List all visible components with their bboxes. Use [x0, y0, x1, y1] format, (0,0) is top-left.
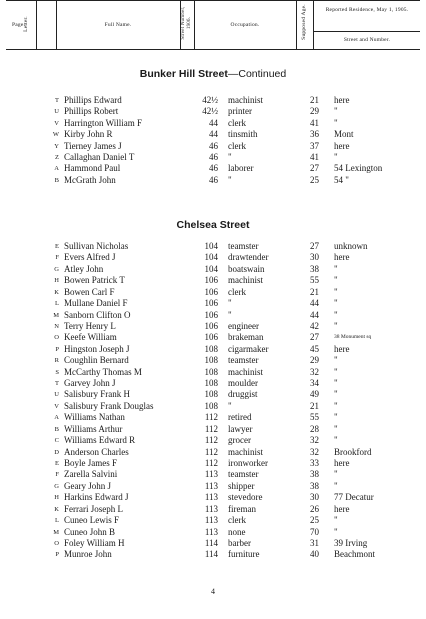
row-age: 28: [310, 423, 319, 434]
table-row: [0, 469, 426, 480]
row-name: Williams Arthur: [64, 423, 123, 434]
table-row: [0, 424, 426, 435]
row-residence: here: [334, 343, 350, 354]
row-street-number: 114: [204, 537, 218, 548]
row-street-number: 108: [204, 355, 218, 366]
row-occupation: drawtender: [228, 252, 269, 263]
table-row: [0, 152, 426, 163]
table-row: [0, 355, 426, 366]
column-header: [6, 0, 420, 50]
table-row: [0, 287, 426, 298]
row-name: Phillips Robert: [64, 106, 119, 117]
row-residence: ": [334, 412, 338, 423]
row-residence: ": [334, 275, 338, 286]
row-street-number: 106: [204, 332, 218, 343]
table-row: [0, 412, 426, 423]
row-age: 31: [310, 537, 319, 548]
row-occupation: ": [228, 400, 232, 411]
row-residence: Brookford: [334, 446, 372, 457]
row-letter: O: [54, 334, 59, 342]
row-letter: M: [53, 528, 59, 536]
row-name: Evers Alfred J: [64, 252, 116, 263]
row-name: Salisbury Frank H: [64, 389, 130, 400]
row-age: 27: [310, 241, 319, 251]
row-age: 44: [310, 309, 319, 320]
row-age: 29: [310, 106, 319, 117]
row-age: 25: [310, 174, 319, 185]
row-age: 21: [310, 95, 319, 105]
row-occupation: ": [228, 152, 232, 162]
row-residence: 38 Monument sq: [334, 334, 372, 341]
header-street-and-number: Street and Number.: [343, 37, 391, 43]
row-occupation: none: [228, 526, 246, 537]
row-street-number: 113: [204, 492, 218, 503]
row-age: 27: [310, 163, 319, 174]
table-row: [0, 458, 426, 469]
section-heading: [0, 68, 426, 80]
row-letter: Z: [55, 154, 59, 161]
row-residence: 54 Lexington: [334, 163, 383, 174]
table-row: [0, 264, 426, 275]
row-street-number: 112: [204, 412, 218, 423]
row-occupation: ironworker: [228, 457, 268, 468]
row-letter: G: [54, 265, 59, 273]
table-row: [0, 163, 426, 174]
row-letter: V: [54, 119, 59, 127]
row-age: 32: [310, 446, 319, 457]
table-row: [0, 332, 426, 343]
row-occupation: fireman: [228, 503, 256, 514]
row-name: Boyle James F: [64, 457, 117, 468]
row-letter: L: [55, 300, 59, 308]
table-row: [0, 252, 426, 263]
row-occupation: teamster: [228, 241, 259, 251]
table-row: [0, 401, 426, 412]
row-name: Harrington William F: [64, 117, 142, 128]
row-letter: H: [54, 277, 59, 285]
row-street-number: 106: [204, 286, 218, 297]
row-age: 32: [310, 435, 319, 446]
row-residence: ": [334, 400, 338, 411]
row-residence: ": [334, 435, 338, 446]
row-street-number: 108: [204, 378, 218, 389]
row-name: Sanborn Clifton O: [64, 309, 131, 320]
divider: [313, 31, 420, 32]
row-street-number: 113: [204, 515, 218, 526]
row-occupation: shipper: [228, 480, 255, 491]
row-age: 55: [310, 412, 319, 423]
row-letter: T: [55, 380, 59, 388]
row-letter: P: [55, 345, 59, 353]
row-occupation: machinist: [228, 446, 263, 457]
row-letter: K: [54, 505, 59, 513]
row-street-number: 46: [209, 174, 218, 185]
table-row: [0, 141, 426, 152]
row-name: Bowen Patrick T: [64, 275, 125, 286]
row-name: Hammond Paul: [64, 163, 121, 174]
row-age: 33: [310, 457, 319, 468]
row-name: Terry Henry L: [64, 320, 116, 331]
row-occupation: teamster: [228, 469, 259, 480]
row-street-number: 104: [204, 252, 218, 263]
row-name: Zarella Salvini: [64, 469, 118, 480]
row-age: 30: [310, 252, 319, 263]
row-letter: Y: [54, 142, 59, 150]
row-age: 26: [310, 503, 319, 514]
row-occupation: ": [228, 309, 232, 320]
table-row: [0, 504, 426, 515]
row-residence: unknown: [334, 241, 368, 251]
row-name: Williams Edward R: [64, 435, 136, 446]
row-letter: O: [54, 539, 59, 547]
row-street-number: 106: [204, 320, 218, 331]
row-age: 21: [310, 286, 319, 297]
row-residence: ": [334, 480, 338, 491]
table-row: [0, 344, 426, 355]
row-letter: R: [54, 357, 59, 365]
row-street-number: 112: [204, 435, 218, 446]
row-street-number: 113: [204, 469, 218, 480]
row-letter: F: [55, 471, 59, 479]
section-title: Chelsea Street: [176, 219, 250, 231]
row-age: 37: [310, 140, 319, 151]
row-name: Phillips Edward: [64, 95, 122, 105]
row-occupation: machinist: [228, 275, 263, 286]
row-street-number: 112: [204, 446, 218, 457]
row-name: Garvey John J: [64, 378, 116, 389]
row-name: Keefe William: [64, 332, 117, 343]
row-residence: ": [334, 515, 338, 526]
row-residence: ": [334, 526, 338, 537]
row-name: Cuneo John B: [64, 526, 116, 537]
row-age: 29: [310, 355, 319, 366]
row-residence: ": [334, 355, 338, 366]
row-street-number: 108: [204, 343, 218, 354]
row-residence: ": [334, 309, 338, 320]
row-age: 30: [310, 492, 319, 503]
row-letter: T: [55, 97, 59, 104]
row-residence: ": [334, 389, 338, 400]
row-street-number: 112: [204, 457, 218, 468]
row-letter: V: [54, 402, 59, 410]
row-occupation: clerk: [228, 117, 246, 128]
row-name: Coughlin Bernard: [64, 355, 129, 366]
row-residence: ": [334, 378, 338, 389]
row-residence: ": [334, 152, 338, 162]
row-street-number: 46: [209, 140, 218, 151]
row-age: 36: [310, 129, 319, 140]
row-street-number: 108: [204, 400, 218, 411]
row-age: 41: [310, 117, 319, 128]
section-heading: [0, 219, 426, 231]
row-occupation: moulder: [228, 378, 258, 389]
row-letter: L: [55, 517, 59, 525]
row-age: 44: [310, 298, 319, 309]
row-age: 55: [310, 275, 319, 286]
row-street-number: 104: [204, 241, 218, 251]
row-residence: 77 Decatur: [334, 492, 374, 503]
row-name: Mullane Daniel F: [64, 298, 128, 309]
row-residence: here: [334, 252, 350, 263]
divider: [296, 1, 297, 49]
row-street-number: 106: [204, 298, 218, 309]
row-letter: W: [52, 131, 59, 139]
table-row: [0, 492, 426, 503]
table-row: [0, 275, 426, 286]
row-street-number: 114: [204, 549, 218, 560]
row-occupation: teamster: [228, 355, 259, 366]
row-residence: here: [334, 95, 350, 105]
row-occupation: engineer: [228, 320, 259, 331]
row-name: McGrath John: [64, 174, 116, 185]
table-row: [0, 389, 426, 400]
header-supposed-age: Supposed Age.: [301, 4, 307, 40]
table-row: [0, 378, 426, 389]
row-name: Hingston Joseph J: [64, 343, 130, 354]
row-occupation: grocer: [228, 435, 251, 446]
table-row: [0, 310, 426, 321]
row-letter: C: [54, 437, 59, 445]
row-letter: D: [54, 448, 59, 456]
row-age: 21: [310, 400, 319, 411]
divider: [36, 1, 37, 49]
row-letter: B: [54, 176, 59, 184]
row-occupation: boatswain: [228, 263, 265, 274]
row-age: 25: [310, 515, 319, 526]
row-age: 38: [310, 469, 319, 480]
row-occupation: retired: [228, 412, 252, 423]
row-residence: here: [334, 503, 350, 514]
table-row: [0, 447, 426, 458]
table-row: [0, 321, 426, 332]
row-letter: K: [54, 288, 59, 296]
row-name: Atley John: [64, 263, 104, 274]
row-age: 34: [310, 378, 319, 389]
row-residence: here: [334, 140, 350, 151]
row-name: Sullivan Nicholas: [64, 241, 129, 251]
row-occupation: brakeman: [228, 332, 264, 343]
row-name: McCarthy Thomas M: [64, 366, 142, 377]
row-residence: 54 ": [334, 174, 349, 185]
row-letter: B: [54, 425, 59, 433]
row-occupation: clerk: [228, 140, 246, 151]
row-street-number: 42½: [202, 95, 218, 105]
header-letter: Letter.: [23, 16, 29, 32]
row-letter: F: [55, 254, 59, 262]
table-row: [0, 118, 426, 129]
row-age: 41: [310, 152, 319, 162]
row-residence: ": [334, 469, 338, 480]
row-occupation: lawyer: [228, 423, 253, 434]
table-row: [0, 549, 426, 560]
row-residence: ": [334, 106, 338, 117]
row-name: Munroe John: [64, 549, 112, 560]
row-letter: H: [54, 494, 59, 502]
row-age: 38: [310, 263, 319, 274]
table-row: [0, 175, 426, 186]
header-residence: Reported Residence, May 1, 1905.: [325, 7, 409, 13]
row-occupation: druggist: [228, 389, 258, 400]
table-row: [0, 481, 426, 492]
row-street-number: 46: [209, 152, 218, 162]
row-letter: G: [54, 482, 59, 490]
row-residence: ": [334, 286, 338, 297]
row-occupation: tinsmith: [228, 129, 258, 140]
row-name: Anderson Charles: [64, 446, 129, 457]
row-residence: ": [334, 263, 338, 274]
row-residence: 39 Irving: [334, 537, 368, 548]
row-letter: E: [55, 459, 59, 467]
row-name: Harkins Edward J: [64, 492, 129, 503]
row-street-number: 112: [204, 423, 218, 434]
row-occupation: ": [228, 298, 232, 309]
row-residence: ": [334, 117, 338, 128]
row-name: Williams Nathan: [64, 412, 125, 423]
divider: [313, 1, 314, 49]
table-row: [0, 95, 426, 106]
row-residence: ": [334, 320, 338, 331]
row-name: Ferrari Joseph L: [64, 503, 123, 514]
row-letter: U: [54, 391, 59, 399]
table-row: [0, 515, 426, 526]
table-row: [0, 367, 426, 378]
row-letter: M: [53, 311, 59, 319]
header-full-name: Full Name.: [104, 22, 132, 28]
row-occupation: clerk: [228, 286, 246, 297]
row-street-number: 113: [204, 526, 218, 537]
row-street-number: 44: [209, 117, 218, 128]
row-occupation: furniture: [228, 549, 260, 560]
row-letter: E: [55, 243, 59, 250]
table-row: [0, 129, 426, 140]
row-age: 70: [310, 526, 319, 537]
row-street-number: 108: [204, 366, 218, 377]
row-occupation: clerk: [228, 515, 246, 526]
row-age: 49: [310, 389, 319, 400]
row-name: Salisbury Frank Douglas: [64, 400, 154, 411]
row-age: 38: [310, 480, 319, 491]
row-occupation: machinist: [228, 95, 263, 105]
row-letter: U: [54, 108, 59, 116]
row-street-number: 113: [204, 480, 218, 491]
row-residence: ": [334, 366, 338, 377]
row-residence: Beachmont: [334, 549, 375, 560]
table-row: [0, 106, 426, 117]
row-occupation: printer: [228, 106, 252, 117]
row-age: 45: [310, 343, 319, 354]
row-name: Bowen Carl F: [64, 286, 115, 297]
row-age: 40: [310, 549, 319, 560]
row-name: Geary John J: [64, 480, 111, 491]
row-name: Foley William H: [64, 537, 125, 548]
row-name: Callaghan Daniel T: [64, 152, 135, 162]
row-street-number: 106: [204, 275, 218, 286]
row-name: Kirby John R: [64, 129, 113, 140]
row-letter: A: [54, 414, 59, 422]
row-street-number: 42½: [202, 106, 218, 117]
row-street-number: 113: [204, 503, 218, 514]
header-page: Page.: [12, 22, 26, 28]
row-occupation: machinist: [228, 366, 263, 377]
row-letter: P: [55, 551, 59, 559]
section-title: Bunker Hill Street: [139, 68, 228, 80]
row-age: 42: [310, 320, 319, 331]
header-street-number: Street Number, 1906.: [181, 6, 192, 40]
row-age: 27: [310, 332, 319, 343]
row-letter: A: [54, 165, 59, 173]
table-row: [0, 538, 426, 549]
row-residence: Mont: [334, 129, 354, 140]
row-name: Cuneo Lewis F: [64, 515, 119, 526]
table-row: [0, 435, 426, 446]
table-row: [0, 527, 426, 538]
row-street-number: 106: [204, 309, 218, 320]
row-occupation: stevedore: [228, 492, 263, 503]
row-street-number: 104: [204, 263, 218, 274]
row-occupation: barber: [228, 537, 251, 548]
page-number: 4: [211, 587, 215, 596]
row-letter: N: [54, 322, 59, 330]
row-residence: here: [334, 457, 350, 468]
row-age: 32: [310, 366, 319, 377]
header-occupation: Occupation.: [230, 22, 260, 28]
row-street-number: 46: [209, 163, 218, 174]
section-suffix: —Continued: [227, 68, 287, 80]
row-occupation: cigarmaker: [228, 343, 269, 354]
row-name: Tierney James J: [64, 140, 122, 151]
row-occupation: ": [228, 174, 232, 185]
table-row: [0, 298, 426, 309]
row-occupation: laborer: [228, 163, 254, 174]
row-letter: S: [55, 368, 59, 376]
row-street-number: 44: [209, 129, 218, 140]
row-residence: ": [334, 298, 338, 309]
table-row: [0, 241, 426, 252]
row-residence: ": [334, 423, 338, 434]
row-street-number: 108: [204, 389, 218, 400]
